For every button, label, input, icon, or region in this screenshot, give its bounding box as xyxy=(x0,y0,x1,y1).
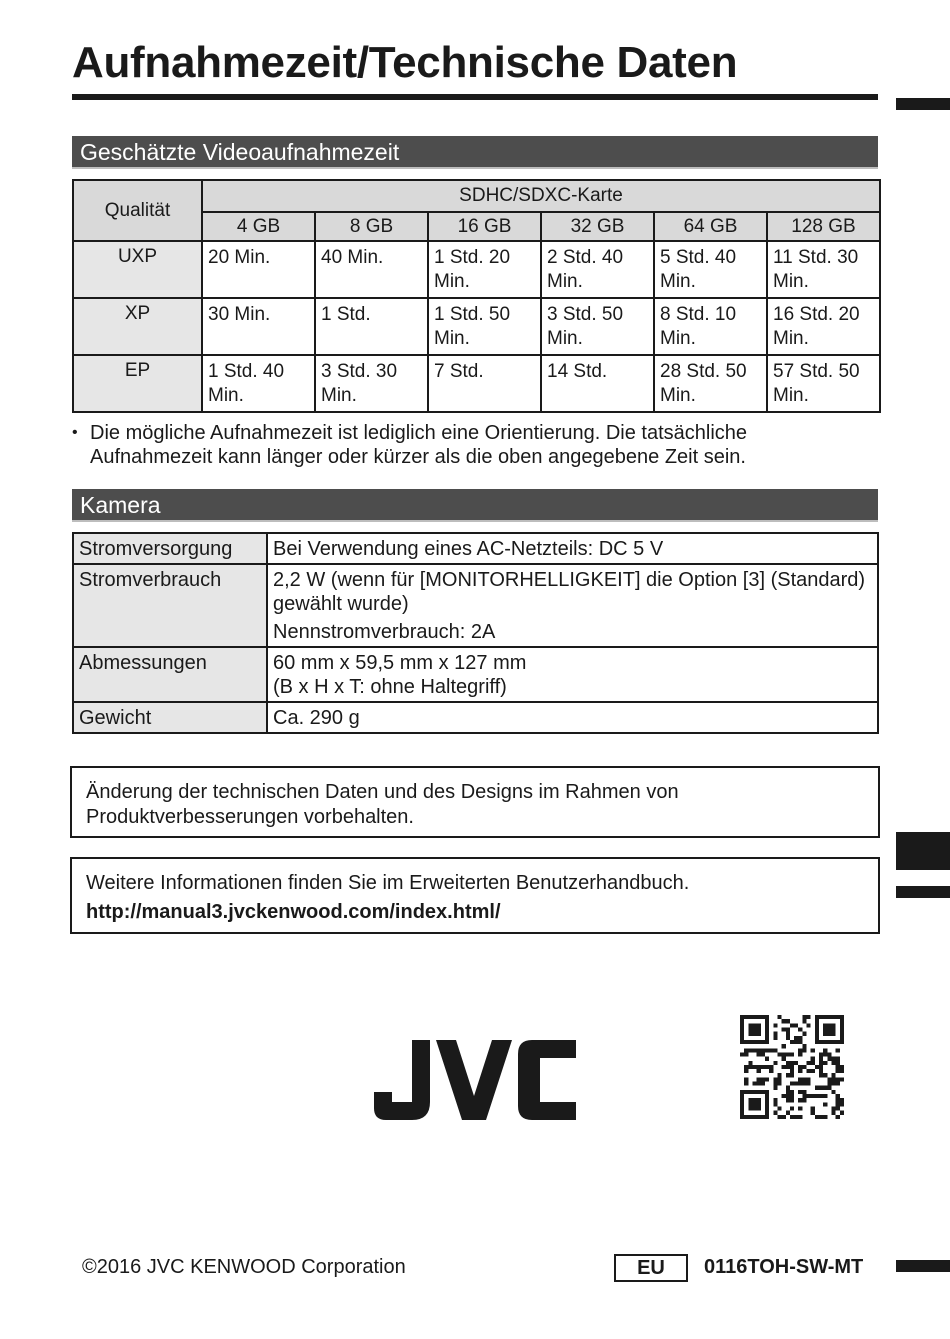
capacity-header: 128 GB xyxy=(767,212,880,241)
recording-time-cell xyxy=(541,355,654,412)
recording-time-text: 1 Std. xyxy=(321,304,371,325)
recording-time-text: Min. xyxy=(660,271,696,292)
spec-value-line: Bei Verwendung eines AC-Netzteils: DC 5 V xyxy=(273,538,664,560)
spec-change-notice xyxy=(70,766,880,838)
camera-section-heading: Kamera xyxy=(72,489,878,522)
recording-time-text: 1 Std. 50 xyxy=(434,304,511,325)
recording-time-text: 16 Std. 20 xyxy=(773,304,860,325)
table-row xyxy=(73,647,878,702)
spec-value xyxy=(267,533,878,564)
recording-time-text: Min. xyxy=(547,328,583,349)
region-badge: EU xyxy=(614,1254,688,1282)
recording-time-text: 14 Std. xyxy=(547,361,608,382)
quality-header: Qualität xyxy=(73,180,202,241)
quality-label: EP xyxy=(73,355,202,412)
recording-time-cell xyxy=(767,298,880,355)
spec-value xyxy=(267,564,878,647)
quality-label: XP xyxy=(73,298,202,355)
spec-value-line: Nennstromverbrauch: 2A xyxy=(273,621,496,643)
more-info-box xyxy=(70,857,880,934)
recording-time-text: Min. xyxy=(660,328,696,349)
spec-value-line: Ca. 290 g xyxy=(273,707,360,729)
notice-text: Änderung der technischen Daten und des Designs im Rahmen von Produktverbesserungen vorbehalten. xyxy=(86,781,679,828)
recording-time-text: Min. xyxy=(660,385,696,406)
recording-time-cell xyxy=(654,298,767,355)
document-code: 0116TOH-SW-MT xyxy=(704,1256,864,1278)
spec-value-line: 60 mm x 59,5 mm x 127 mm xyxy=(273,652,527,674)
edge-tab-marker xyxy=(896,1260,950,1272)
recording-time-text: Min. xyxy=(773,271,809,292)
recording-time-cell xyxy=(767,241,880,298)
edge-tab-marker xyxy=(896,98,950,110)
more-info-text: Weitere Informationen finden Sie im Erweiterten Benutzerhandbuch. xyxy=(86,872,690,894)
recording-time-text: Min. xyxy=(434,328,470,349)
table-row xyxy=(73,564,878,647)
recording-time-text: 57 Std. 50 xyxy=(773,361,860,382)
recording-time-text: 11 Std. 30 xyxy=(773,247,859,268)
recording-time-text: 3 Std. 50 xyxy=(547,304,624,325)
spec-label: Gewicht xyxy=(73,702,267,733)
capacity-header: 4 GB xyxy=(202,212,315,241)
recording-time-text: 7 Std. xyxy=(434,361,484,382)
title-underline xyxy=(72,94,878,100)
recording-time-table xyxy=(72,179,881,413)
recording-time-cell xyxy=(428,298,541,355)
note-text: Die mögliche Aufnahmezeit ist lediglich eine Orientierung. Die tatsächliche Aufnahmezeit kann länger oder kürzer als die oben angegebene Zeit sein. xyxy=(90,422,748,468)
bullet-icon: • xyxy=(72,424,78,441)
capacity-header: 64 GB xyxy=(654,212,767,241)
qr-code-icon xyxy=(740,1015,844,1119)
recording-time-text: 3 Std. 30 xyxy=(321,361,398,382)
capacity-header: 32 GB xyxy=(541,212,654,241)
recording-time-text: 1 Std. 40 xyxy=(208,361,285,382)
table-row xyxy=(73,355,880,412)
recording-time-cell xyxy=(428,241,541,298)
recording-time-cell xyxy=(202,241,315,298)
recording-time-text: 20 Min. xyxy=(208,247,271,268)
recording-time-text: Min. xyxy=(434,271,470,292)
spec-label: Stromversorgung xyxy=(73,533,267,564)
recording-time-cell xyxy=(767,355,880,412)
recording-time-text: Min. xyxy=(773,328,809,349)
recording-time-cell xyxy=(541,241,654,298)
recording-time-note xyxy=(72,421,862,469)
edge-tab-marker xyxy=(896,886,950,898)
table-row xyxy=(73,533,878,564)
manual-url-link[interactable]: http://manual3.jvckenwood.com/index.html/ xyxy=(86,901,501,923)
table-row xyxy=(73,241,880,298)
recording-time-cell xyxy=(315,298,428,355)
recording-time-cell xyxy=(202,355,315,412)
recording-time-text: 2 Std. 40 xyxy=(547,247,624,268)
camera-spec-table xyxy=(72,532,879,734)
video-recording-section-heading: Geschätzte Videoaufnahmezeit xyxy=(72,136,878,169)
card-header: SDHC/SDXC-Karte xyxy=(202,180,880,212)
recording-time-text: 30 Min. xyxy=(208,304,271,325)
spec-value-line: 2,2 W (wenn für [MONITORHELLIGKEIT] die Option [3] (Standard) gewählt wurde) xyxy=(273,569,866,615)
recording-time-text: Min. xyxy=(773,385,809,406)
table-row xyxy=(73,298,880,355)
recording-time-cell xyxy=(654,355,767,412)
copyright-text: ©2016 JVC KENWOOD Corporation xyxy=(82,1256,406,1278)
recording-time-cell xyxy=(428,355,541,412)
capacity-header: 16 GB xyxy=(428,212,541,241)
recording-time-text: Min. xyxy=(321,385,357,406)
spec-label: Stromverbrauch xyxy=(73,564,267,647)
table-row xyxy=(73,702,878,733)
spec-label: Abmessungen xyxy=(73,647,267,702)
spec-value-line: (B x H x T: ohne Haltegriff) xyxy=(273,676,507,698)
recording-time-text: Min. xyxy=(208,385,244,406)
recording-time-cell xyxy=(654,241,767,298)
capacity-header: 8 GB xyxy=(315,212,428,241)
recording-time-text: Min. xyxy=(547,271,583,292)
edge-tab-marker-large xyxy=(896,832,950,870)
recording-time-text: 1 Std. 20 xyxy=(434,247,511,268)
recording-time-cell xyxy=(315,241,428,298)
page-title: Aufnahmezeit/Technische Daten xyxy=(72,38,738,87)
spec-value xyxy=(267,702,878,733)
recording-time-text: 8 Std. 10 xyxy=(660,304,737,325)
quality-label: UXP xyxy=(73,241,202,298)
jvc-logo xyxy=(374,1040,576,1120)
recording-time-text: 5 Std. 40 xyxy=(660,247,737,268)
recording-time-text: 28 Std. 50 xyxy=(660,361,747,382)
recording-time-cell xyxy=(202,298,315,355)
recording-time-cell xyxy=(315,355,428,412)
spec-value xyxy=(267,647,878,702)
recording-time-cell xyxy=(541,298,654,355)
recording-time-text: 40 Min. xyxy=(321,247,384,268)
